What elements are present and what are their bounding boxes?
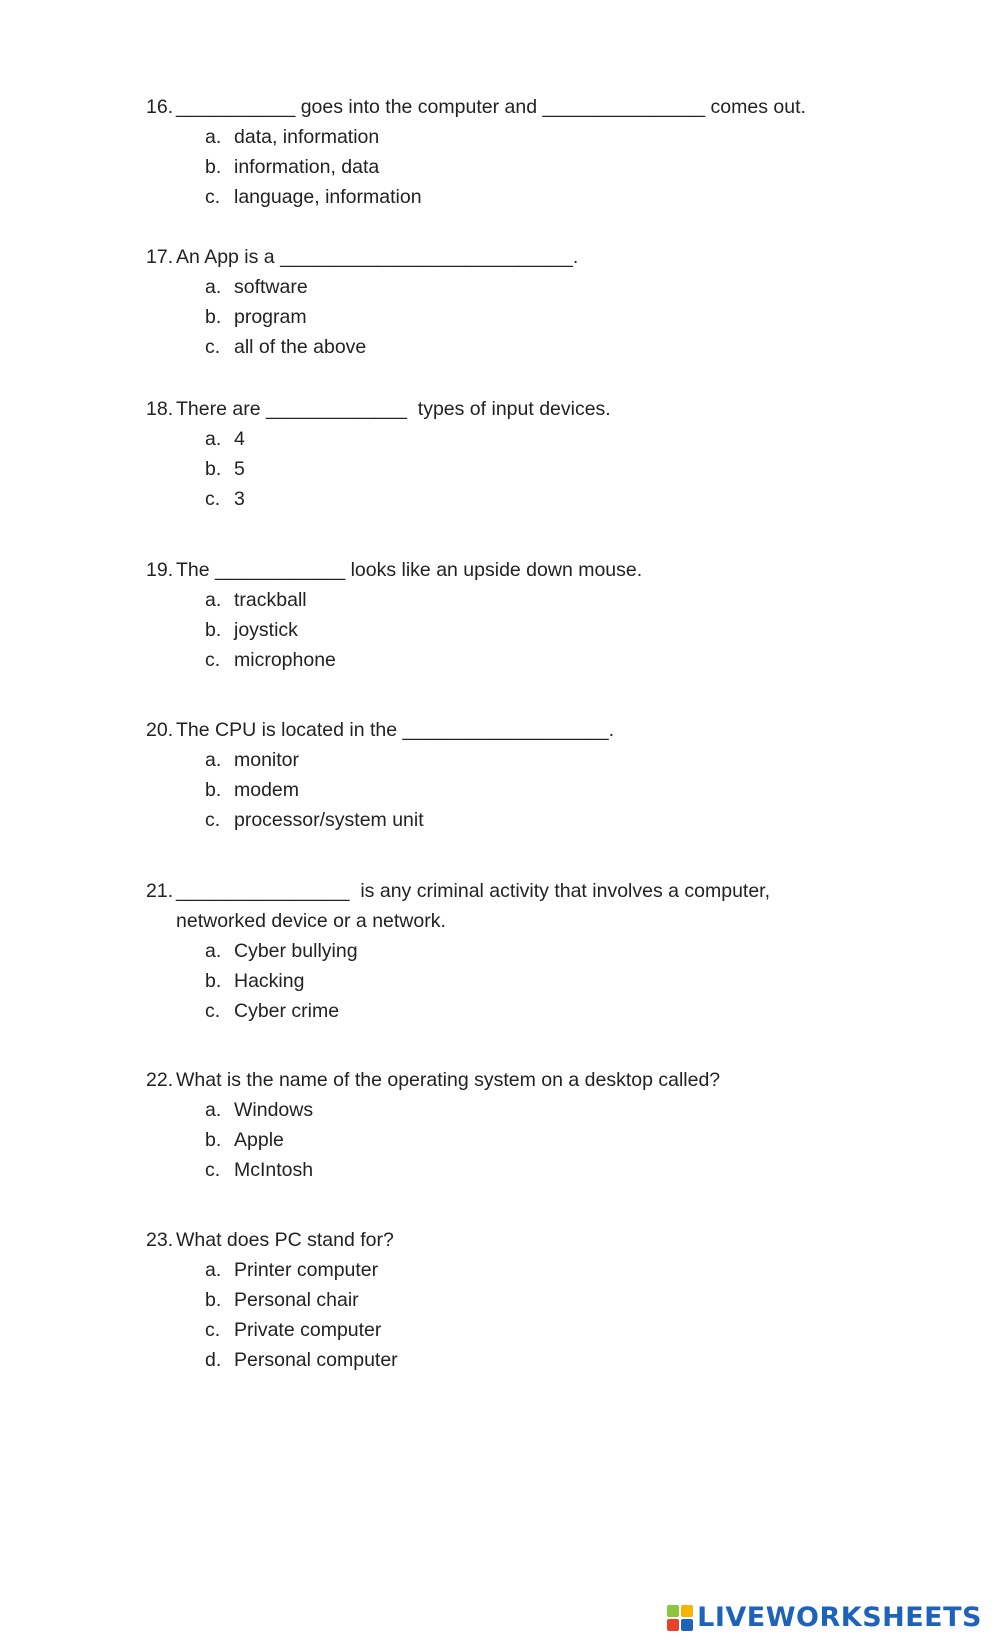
question-text: ___________ goes into the computer and _______________ comes out. bbox=[176, 96, 806, 118]
option-text: Personal chair bbox=[234, 1289, 359, 1311]
options-list bbox=[205, 272, 886, 362]
question-stem bbox=[146, 92, 886, 122]
question-22 bbox=[146, 1065, 886, 1185]
logo-square-blue bbox=[681, 1619, 693, 1631]
option-letter: a. bbox=[205, 1099, 222, 1121]
option-text: Personal computer bbox=[234, 1349, 398, 1371]
option-text: microphone bbox=[234, 649, 336, 671]
question-number: 19. bbox=[146, 559, 174, 581]
option-letter: a. bbox=[205, 1259, 222, 1281]
option-letter: c. bbox=[205, 809, 221, 831]
option-a bbox=[205, 1255, 886, 1285]
option-letter: c. bbox=[205, 186, 221, 208]
logo-square-red bbox=[667, 1619, 679, 1631]
brand-name: LIVEWORKSHEETS bbox=[697, 1602, 982, 1633]
option-text: processor/system unit bbox=[234, 809, 424, 831]
option-b bbox=[205, 775, 886, 805]
question-text: ________________ is any criminal activity that involves a computer, networked device or a network. bbox=[176, 880, 776, 932]
option-c bbox=[205, 182, 886, 212]
option-text: monitor bbox=[234, 749, 300, 771]
option-letter: b. bbox=[205, 458, 222, 480]
option-letter: b. bbox=[205, 306, 222, 328]
option-letter: a. bbox=[205, 749, 222, 771]
option-text: McIntosh bbox=[234, 1159, 314, 1181]
option-text: 5 bbox=[234, 458, 245, 480]
option-c bbox=[205, 805, 886, 835]
option-letter: b. bbox=[205, 1289, 222, 1311]
option-a bbox=[205, 272, 886, 302]
option-letter: c. bbox=[205, 1000, 221, 1022]
option-text: Hacking bbox=[234, 970, 305, 992]
option-b bbox=[205, 615, 886, 645]
option-text: data, information bbox=[234, 126, 380, 148]
question-stem bbox=[146, 242, 886, 272]
option-letter: c. bbox=[205, 336, 221, 358]
question-21 bbox=[146, 876, 886, 1026]
question-23 bbox=[146, 1225, 886, 1375]
question-number: 20. bbox=[146, 719, 174, 741]
option-letter: a. bbox=[205, 589, 222, 611]
option-text: Private computer bbox=[234, 1319, 382, 1341]
question-number: 16. bbox=[146, 96, 174, 118]
option-letter: d. bbox=[205, 1349, 222, 1371]
question-number: 21. bbox=[146, 880, 174, 902]
option-letter: a. bbox=[205, 276, 222, 298]
option-text: all of the above bbox=[234, 336, 367, 358]
question-20 bbox=[146, 715, 886, 835]
question-number: 22. bbox=[146, 1069, 174, 1091]
options-list bbox=[205, 745, 886, 835]
option-d bbox=[205, 1345, 886, 1375]
option-letter: b. bbox=[205, 619, 222, 641]
question-text: An App is a ___________________________. bbox=[176, 246, 579, 268]
question-stem bbox=[146, 394, 886, 424]
option-b bbox=[205, 966, 886, 996]
question-text: What is the name of the operating system on a desktop called? bbox=[176, 1069, 721, 1091]
option-text: language, information bbox=[234, 186, 422, 208]
question-number: 23. bbox=[146, 1229, 174, 1251]
option-a bbox=[205, 122, 886, 152]
option-c bbox=[205, 484, 886, 514]
options-list bbox=[205, 1255, 886, 1375]
option-text: Windows bbox=[234, 1099, 314, 1121]
question-stem bbox=[146, 715, 886, 745]
options-list bbox=[205, 424, 886, 514]
question-18 bbox=[146, 394, 886, 514]
option-letter: b. bbox=[205, 970, 222, 992]
question-stem bbox=[146, 1065, 886, 1095]
option-text: Printer computer bbox=[234, 1259, 379, 1281]
option-letter: b. bbox=[205, 1129, 222, 1151]
option-letter: c. bbox=[205, 1319, 221, 1341]
option-text: 3 bbox=[234, 488, 245, 510]
liveworksheets-logo-icon bbox=[667, 1605, 693, 1631]
liveworksheets-brand bbox=[667, 1602, 982, 1633]
option-letter: b. bbox=[205, 156, 222, 178]
option-c bbox=[205, 1155, 886, 1185]
question-17 bbox=[146, 242, 886, 362]
options-list bbox=[205, 936, 886, 1026]
option-text: program bbox=[234, 306, 307, 328]
question-text: The ____________ looks like an upside down mouse. bbox=[176, 559, 643, 581]
options-list bbox=[205, 585, 886, 675]
options-list bbox=[205, 1095, 886, 1185]
option-b bbox=[205, 1125, 886, 1155]
option-c bbox=[205, 996, 886, 1026]
question-number: 18. bbox=[146, 398, 174, 420]
option-text: Apple bbox=[234, 1129, 284, 1151]
question-text: There are _____________ types of input devices. bbox=[176, 398, 611, 420]
option-a bbox=[205, 1095, 886, 1125]
option-b bbox=[205, 302, 886, 332]
option-letter: c. bbox=[205, 649, 221, 671]
option-b bbox=[205, 152, 886, 182]
option-b bbox=[205, 454, 886, 484]
logo-square-yellow bbox=[681, 1605, 693, 1617]
option-text: software bbox=[234, 276, 308, 298]
option-text: Cyber crime bbox=[234, 1000, 340, 1022]
question-stem bbox=[146, 876, 886, 936]
option-text: joystick bbox=[234, 619, 298, 641]
option-a bbox=[205, 424, 886, 454]
option-a bbox=[205, 585, 886, 615]
question-text: What does PC stand for? bbox=[176, 1229, 394, 1251]
question-number: 17. bbox=[146, 246, 174, 268]
option-c bbox=[205, 645, 886, 675]
option-text: information, data bbox=[234, 156, 380, 178]
option-text: modem bbox=[234, 779, 300, 801]
option-c bbox=[205, 332, 886, 362]
option-letter: b. bbox=[205, 779, 222, 801]
option-c bbox=[205, 1315, 886, 1345]
option-letter: a. bbox=[205, 428, 222, 450]
option-text: trackball bbox=[234, 589, 307, 611]
option-a bbox=[205, 745, 886, 775]
question-text: The CPU is located in the ___________________. bbox=[176, 719, 614, 741]
option-letter: a. bbox=[205, 126, 222, 148]
option-letter: c. bbox=[205, 488, 221, 510]
option-a bbox=[205, 936, 886, 966]
option-text: 4 bbox=[234, 428, 245, 450]
options-list bbox=[205, 122, 886, 212]
option-text: Cyber bullying bbox=[234, 940, 358, 962]
question-stem bbox=[146, 555, 886, 585]
option-letter: c. bbox=[205, 1159, 221, 1181]
question-16 bbox=[146, 92, 886, 212]
option-b bbox=[205, 1285, 886, 1315]
option-letter: a. bbox=[205, 940, 222, 962]
question-19 bbox=[146, 555, 886, 675]
logo-square-green bbox=[667, 1605, 679, 1617]
question-stem bbox=[146, 1225, 886, 1255]
